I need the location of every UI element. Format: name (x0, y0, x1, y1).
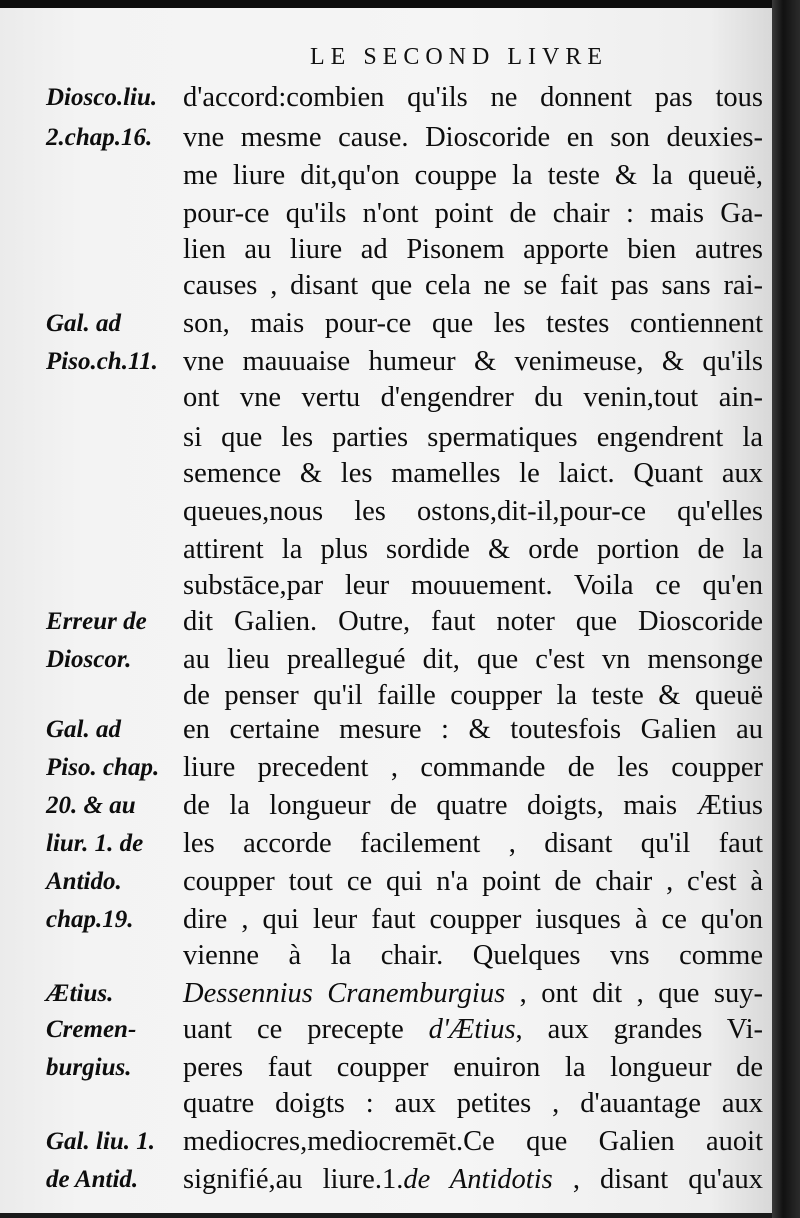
body-line: vienne à la chair. Quelques vns comme (183, 940, 763, 971)
running-head: LE SECOND LIVRE (310, 44, 608, 70)
margin-note: Diosco.liu. (46, 84, 158, 111)
body-line: de la longueur de quatre doigts, mais Ætius (183, 790, 763, 821)
margin-note: chap.19. (46, 906, 134, 933)
body-line: dire , qui leur faut coupper iusques à ce qu'on (183, 904, 763, 935)
body-line: de penser qu'il faille coupper la teste & queuë (183, 680, 763, 711)
margin-note: Piso.ch.11. (46, 348, 158, 375)
body-line: mediocres,mediocremēt.Ce que Galien auoit (183, 1126, 763, 1157)
margin-note: burgius. (46, 1054, 132, 1081)
body-line: son, mais pour-ce que les testes contiennent (183, 308, 763, 339)
body-line: dit Galien. Outre, faut noter que Dioscoride (183, 606, 763, 637)
margin-note: Ætius. (46, 980, 114, 1007)
line-text: signifié,au liure.1. (183, 1164, 404, 1195)
body-line (183, 1010, 763, 1050)
body-line: causes , disant que cela ne se fait pas sans rai- (183, 270, 763, 301)
margin-note: Gal. ad (46, 716, 121, 743)
margin-note: Piso. chap. (46, 754, 160, 781)
line-text: uant ce precepte (183, 1014, 429, 1045)
margin-note: Gal. ad (46, 310, 121, 337)
body-line: substāce,par leur mouuement. Voila ce qu'en (183, 570, 763, 601)
body-line: vne mauuaise humeur & venimeuse, & qu'ils (183, 346, 763, 377)
margin-note: de Antid. (46, 1166, 139, 1193)
body-line: queues,nous les ostons,dit-il,pour-ce qu'elles (183, 496, 763, 527)
margin-note: Cremen- (46, 1016, 137, 1043)
body-line: en certaine mesure : & toutesfois Galien au (183, 714, 763, 745)
body-line: d'accord:combien qu'ils ne donnent pas tous (183, 82, 763, 113)
body-line: vne mesme cause. Dioscoride en son deuxies- (183, 122, 763, 153)
body-line: liure precedent , commande de les coupper (183, 752, 763, 783)
line-text: , ont dit , que suy- (505, 978, 763, 1009)
margin-note: 20. & au (46, 792, 136, 819)
italic-title: de Antidotis (403, 1164, 553, 1195)
body-line: quatre doigts : aux petites , d'auantage aux (183, 1088, 763, 1119)
scan-top-edge (0, 0, 800, 8)
line-text: , disant qu'aux (552, 1164, 763, 1195)
body-line: si que les parties spermatiques engendrent la (183, 422, 763, 453)
body-line: au lieu preallegué dit, que c'est vn mensonge (183, 644, 763, 675)
book-page (0, 8, 772, 1213)
margin-note: Erreur de (46, 608, 147, 635)
margin-note: Dioscor. (46, 646, 132, 673)
body-line: attirent la plus sordide & orde portion de la (183, 534, 763, 565)
body-line: lien au liure ad Pisonem apporte bien autres (183, 234, 763, 265)
line-text: , aux grandes Vi- (515, 1014, 764, 1045)
body-line (183, 1160, 763, 1200)
margin-note: liur. 1. de (46, 830, 144, 857)
body-line: semence & les mamelles le laict. Quant aux (183, 458, 763, 489)
body-line: coupper tout ce qui n'a point de chair , c'est à (183, 866, 763, 897)
body-line (183, 974, 763, 1014)
margin-note: Antido. (46, 868, 122, 895)
body-line: me liure dit,qu'on couppe la teste & la queuë, (183, 160, 763, 191)
body-line: pour-ce qu'ils n'ont point de chair : mais Ga- (183, 198, 763, 229)
body-line: peres faut coupper enuiron la longueur de (183, 1052, 763, 1083)
body-line: les accorde facilement , disant qu'il faut (183, 828, 763, 859)
margin-note: Gal. liu. 1. (46, 1128, 156, 1155)
margin-note: 2.chap.16. (46, 124, 153, 151)
italic-names: Dessennius Cranemburgius (183, 978, 506, 1009)
body-line: ont vne vertu d'engendrer du venin,tout ain- (183, 382, 763, 413)
scan-right-edge (772, 0, 800, 1218)
italic-name: d'Ætius (428, 1014, 516, 1045)
